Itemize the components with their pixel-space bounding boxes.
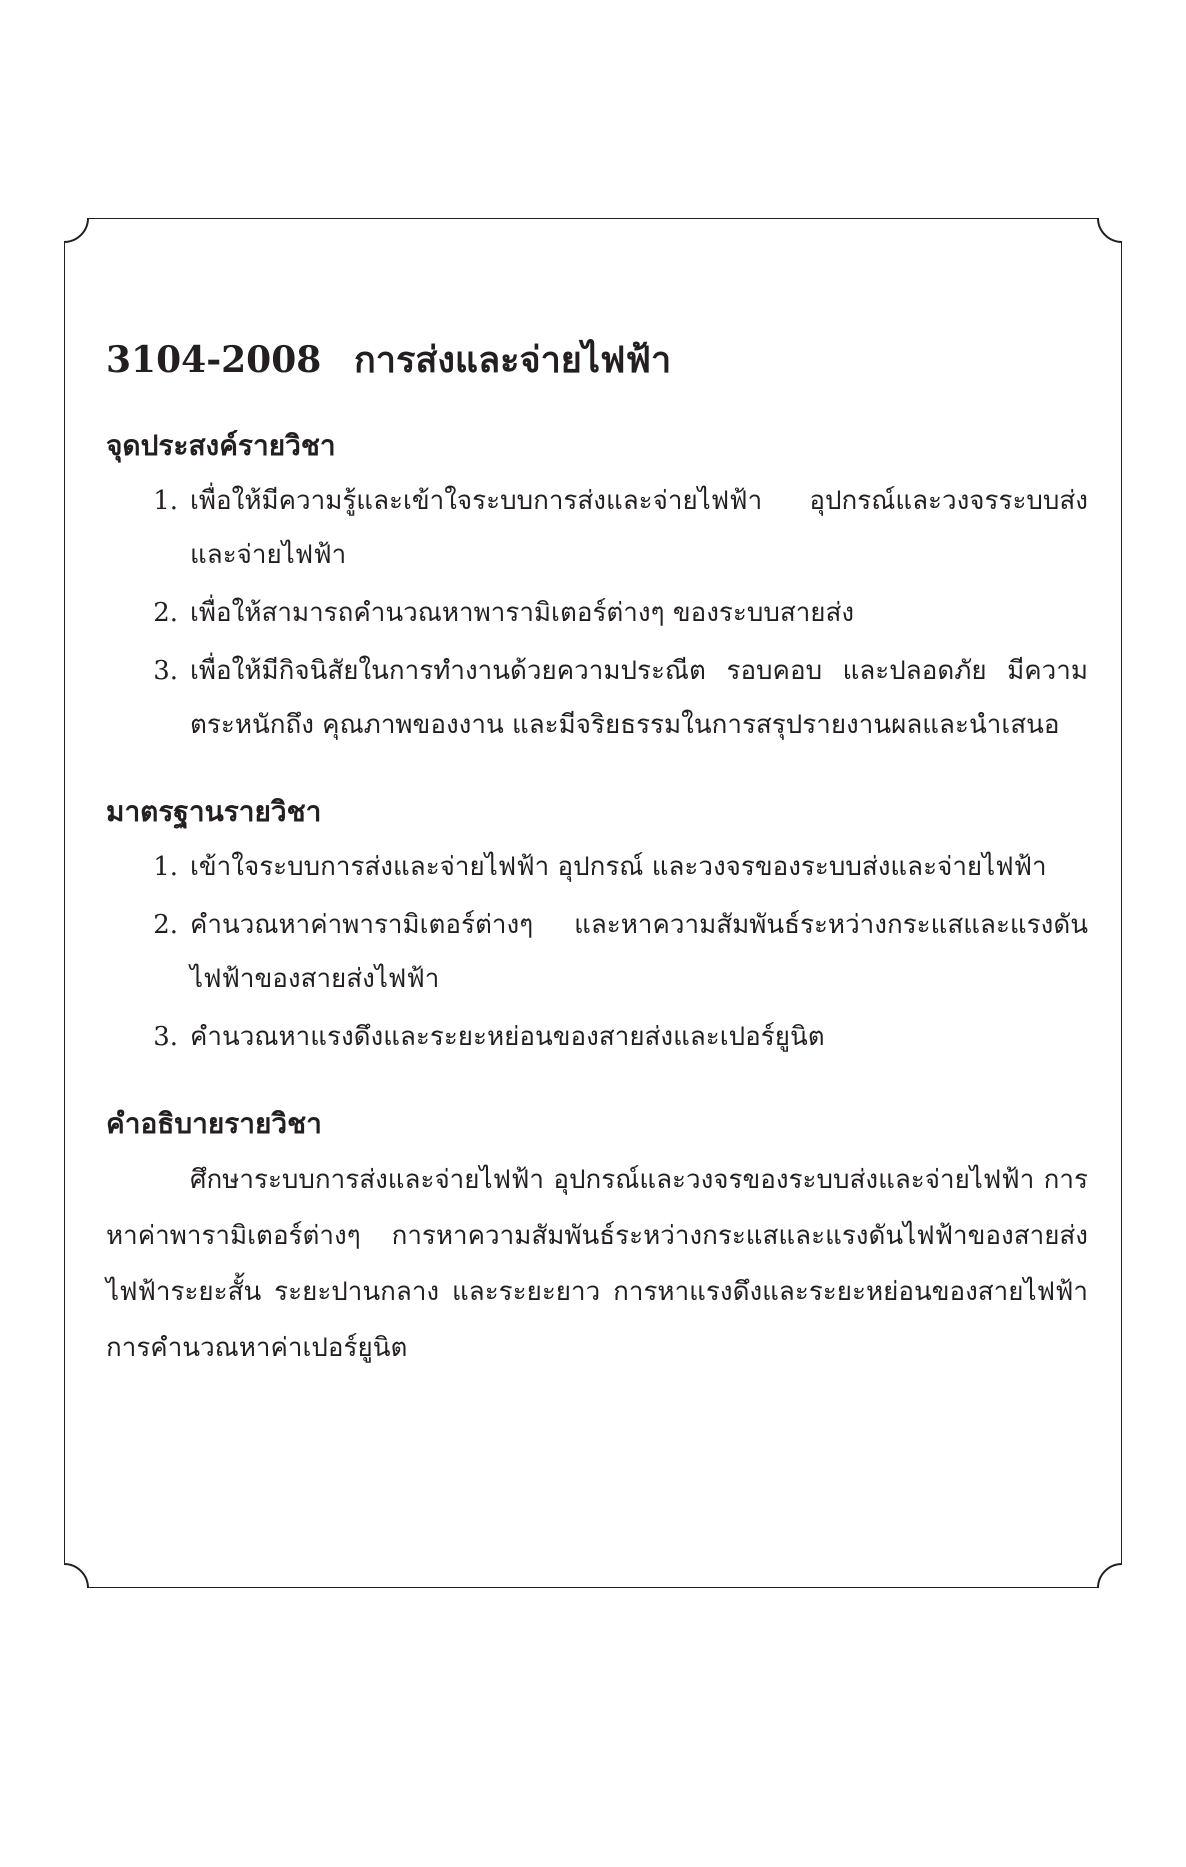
item-number: 1. [153, 852, 178, 882]
description-section [106, 1102, 1088, 1376]
list-item [106, 840, 1088, 894]
item-text: คำนวณหาค่าพารามิเตอร์ต่างๆ และหาความสัมพันธ์ระหว่างกระแสและแรงดันไฟฟ้าของสายส่งไฟฟ้า [190, 910, 1088, 994]
item-number: 2. [153, 910, 178, 940]
list-item [106, 586, 1088, 640]
description-heading: คำอธิบายรายวิชา [106, 1107, 322, 1140]
item-number: 3. [153, 656, 178, 686]
description-text: ศึกษาระบบการส่งและจ่ายไฟฟ้า อุปกรณ์และวงจรของระบบส่งและจ่ายไฟฟ้า การหาค่าพารามิเตอร์ต่างๆ การหาความสัมพันธ์ระหว่างกระแสและแรงดันไฟฟ้าของสายส่งไฟฟ้าระยะสั้น ระยะปานกลาง และระยะยาว การหาแรงดึงและระยะหย่อนของสายไฟฟ้า การคำนวณหาค่าเปอร์ยูนิต [106, 1165, 1088, 1363]
course-content [106, 330, 1088, 1414]
standards-section [106, 790, 1088, 1064]
course-header [106, 330, 1088, 390]
list-item [106, 644, 1088, 752]
list-item [106, 1010, 1088, 1064]
list-item [106, 898, 1088, 1006]
standards-heading: มาตรฐานรายวิชา [106, 795, 322, 828]
item-text: คำนวณหาแรงดึงและระยะหย่อนของสายส่งและเปอร์ยูนิต [190, 1022, 825, 1052]
item-number: 3. [153, 1022, 178, 1052]
item-text: เพื่อให้สามารถคำนวณหาพารามิเตอร์ต่างๆ ของระบบสายส่ง [190, 598, 855, 628]
list-item [106, 474, 1088, 582]
item-text: เพื่อให้มีกิจนิสัยในการทำงานด้วยความประณีต รอบคอบ และปลอดภัย มีความตระหนักถึง คุณภาพของงาน และมีจริยธรรมในการสรุปรายงานผลและนำเสนอ [190, 656, 1088, 740]
course-title: การส่งและจ่ายไฟฟ้า [354, 339, 672, 381]
objectives-section [106, 424, 1088, 752]
item-number: 1. [153, 486, 178, 516]
item-text: เพื่อให้มีความรู้และเข้าใจระบบการส่งและจ่ายไฟฟ้า อุปกรณ์และวงจรระบบส่งและจ่ายไฟฟ้า [190, 486, 1088, 570]
course-code: 3104-2008 [106, 339, 322, 381]
standards-list [106, 840, 1088, 1064]
objectives-list [106, 474, 1088, 752]
item-text: เข้าใจระบบการส่งและจ่ายไฟฟ้า อุปกรณ์ และวงจรของระบบส่งและจ่ายไฟฟ้า [190, 852, 1047, 882]
item-number: 2. [153, 598, 178, 628]
objectives-heading: จุดประสงค์รายวิชา [106, 429, 336, 462]
